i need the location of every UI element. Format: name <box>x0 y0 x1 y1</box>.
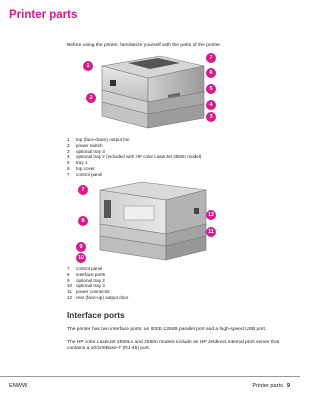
callout-12: 12 <box>207 212 215 218</box>
list-item: 9 optional tray 2 <box>67 277 105 283</box>
printer-front-figure <box>82 52 222 137</box>
printer-rear-illustration <box>82 178 222 268</box>
page-number: 9 <box>286 383 290 389</box>
callout-5: 5 <box>206 84 216 94</box>
list-item: 8 interface ports <box>67 271 106 277</box>
callout-2: 2 <box>86 93 96 103</box>
callout-6: 6 <box>206 68 216 78</box>
callout-7: 7 <box>206 53 216 63</box>
footer-left: ENWW <box>9 383 28 389</box>
list-item: 12 rear (face-up) output door <box>67 294 129 300</box>
page-title: Printer parts <box>9 9 78 21</box>
callout-9: 9 <box>76 242 86 252</box>
list-item: 1 top (face-down) output bin <box>67 137 130 142</box>
callout-8: 8 <box>78 216 88 226</box>
list-item: 10 optional tray 3 <box>67 283 105 289</box>
callout-7-rear: 7 <box>78 185 88 195</box>
list-item: 4 optional tray 2 (included with HP color LaserJet 2550n model) <box>67 154 202 160</box>
list-item: 6 top cover <box>67 165 95 171</box>
parts-list-front <box>67 137 201 178</box>
callout-3: 3 <box>206 112 216 122</box>
footer-rule <box>0 376 300 377</box>
parts-list-rear <box>67 266 128 301</box>
printer-rear-figure <box>77 178 222 268</box>
footer-section-label: Printer parts <box>252 383 283 389</box>
callout-11: 11 <box>206 227 216 237</box>
callout-1: 1 <box>83 61 93 71</box>
section-heading-interface-ports: Interface ports <box>67 310 125 320</box>
list-item: 11 power connector <box>67 289 110 295</box>
interface-ports-paragraph-2: The HP color LaserJet 2550Ln and 2550n models include an HP Jetdirect internal print server that contains a 10/100Base-T (RJ-45) port. <box>67 340 280 351</box>
list-item: 5 tray 1 <box>67 160 88 166</box>
list-item: 7 control panel <box>67 171 103 177</box>
interface-ports-paragraph-1: The printer has two interface ports: an IEEE-1284B parallel port and a high-speed USB port. <box>67 327 267 332</box>
list-item: 7 control panel <box>67 266 103 271</box>
callout-4: 4 <box>206 100 216 110</box>
printer-front-illustration <box>82 52 222 137</box>
list-item: 3 optional tray 3 <box>67 148 105 154</box>
footer-right <box>252 383 290 389</box>
callout-10: 10 <box>77 255 85 261</box>
list-item: 2 power switch <box>67 142 103 148</box>
intro-text: Before using the printer, familiarize yourself with the parts of the printer. <box>67 43 222 48</box>
